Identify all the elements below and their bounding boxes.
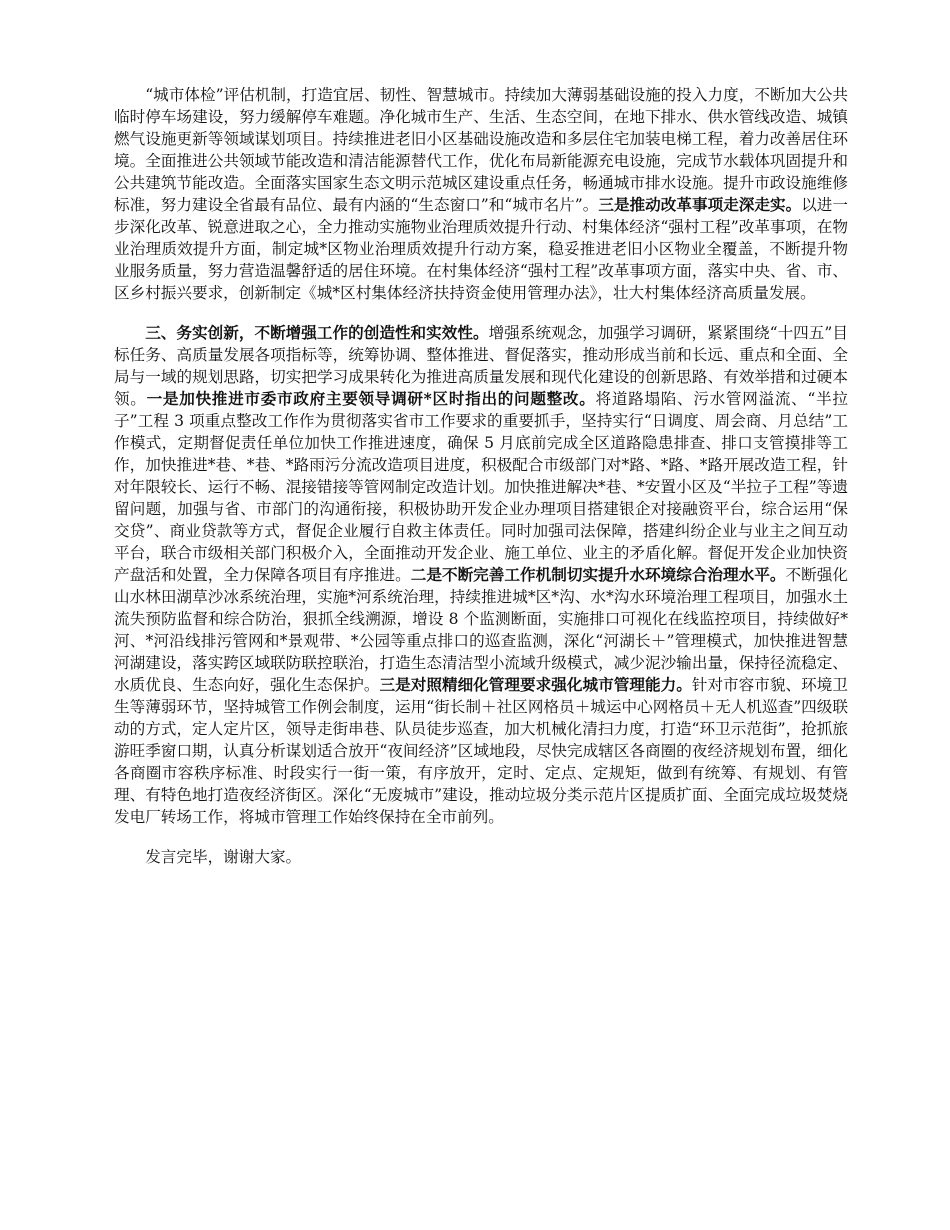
bold-heading-rectification: 一是加快推进市委市政府主要领导调研*区时指出的问题整改。 — [146, 389, 596, 408]
paragraph-urban-renewal — [114, 84, 848, 304]
bold-heading-reform: 三是推动改革事项走深走实。 — [598, 195, 802, 214]
text-run: 不断强化山水林田湖草沙冰系统治理，实施*河系统治理，持续推进城*区*沟、水*沟水环境治理工程项目，加强水土流失预防监督和综合防治，狠抓全线溯源，增设 8 个监测断面，实施排口可视化在线监控项目，持续做好*河、*河沿线排污管网和*景观带、*公园等重点排口的巡查监测，深化“河湖长＋”管理模式，加快推进智慧河湖建设，落实跨区域联防联控联治，打造生态清洁型小流域升级模式，减少泥沙输出量，保持径流稳定、水质优良、生态向好，强化生态保护。 — [114, 566, 848, 694]
text-run: 以进一步深化改革、锐意进取之心，全力推动实施物业治理质效提升行动、村集体经济“强村工程”改革事项，在物业治理质效提升方面，制定城*区物业治理质效提升行动方案，稳妥推进老旧小区物业全覆盖，不断提升物业服务质量，努力营造温馨舒适的居住环境。在村集体经济“强村工程”改革事项方面，落实中央、省、市、区乡村振兴要求，创新制定《城*区村集体经济扶持资金使用管理办法》，壮大村集体经济高质量发展。 — [114, 196, 848, 302]
paragraph-gap — [114, 828, 848, 846]
paragraph-closing — [114, 846, 848, 868]
paragraph-gap — [114, 304, 848, 322]
section-heading-innovation: 三、务实创新，不断增强工作的创造性和实效性。 — [145, 323, 489, 342]
bold-heading-city-management: 三是对照精细化管理要求强化城市管理能力。 — [379, 675, 692, 694]
text-run: “城市体检”评估机制，打造宜居、韧性、智慧城市。持续加大薄弱基础设施的投入力度，不断加大公共临时停车场建设，努力缓解停车难题。净化城市生产、生活、生态空间，在地下排水、供水管线改造、城镇燃气设施更新等领域谋划项目。持续推进老旧小区基础设施改造和多层住宅加装电梯工程，着力改善居住环境。全面推进公共领域节能改造和清洁能源替代工作，优化布局新能源充电设施，完成节水载体巩固提升和公共建筑节能改造。全面落实国家生态文明示范城区建设重点任务，畅通城市排水设施。提升市政设施维修标准，努力建设全省最有品位、最有内涵的“生态窗口”和“城市名片”。 — [114, 86, 848, 214]
closing-remark: 发言完毕，谢谢大家。 — [145, 848, 302, 866]
document-page — [114, 84, 848, 868]
text-run: 将道路塌陷、污水管网溢流、“半拉子”工程 3 项重点整改工作作为贯彻落实省市工作要求的重要抓手，坚持实行“日调度、周会商、月总结”工作模式，定期督促责任单位加快工作推进速度，确保 5 月底前完成全区道路隐患排查、排口支管摸排等工作，加快推进*巷、*巷、*路雨污分流改造项目进度，积极配合市级部门对*路、*路、*路开展改造工程，针对年限较长、运行不畅、混接错接等管网制定改造计划。加快推进解决*巷、*安置小区及“半拉子工程”等遗留问题，加强与省、市部门的沟通衔接，积极协助开发企业办理项目搭建银企对接融资平台，综合运用“保交贷”、商业贷款等方式，督促企业履行自救主体责任。同时加强司法保障，搭建纠纷企业与业主之间互动平台，联合市级相关部门积极介入，全面推动开发企业、施工单位、业主的矛盾化解。督促开发企业加快资产盘活和处置，全力保障各项目有序推进。 — [114, 390, 848, 584]
paragraph-innovation — [114, 322, 848, 828]
text-run: 针对市容市貌、环境卫生等薄弱环节，坚持城管工作例会制度，运用“街长制＋社区网格员＋城运中心网格员＋无人机巡查”四级联动的方式，定人定片区，领导走街串巷、队员徒步巡查，加大机械化清扫力度，打造“环卫示范街”，抢抓旅游旺季窗口期，认真分析谋划适合放开“夜间经济”区域地段，尽快完成辖区各商圈的夜经济规划布置，细化各商圈市容秩序标准、时段实行一街一策，有序放开，定时、定点、定规矩，做到有统筹、有规划、有管理、有特色地打造夜经济街区。深化“无废城市”建设，推动垃圾分类示范片区提质扩面、全面完成垃圾焚烧发电厂转场工作，将城市管理工作始终保持在全市前列。 — [114, 676, 848, 826]
text-run: 增强系统观念，加强学习调研，紧紧围绕“十四五”目标任务、高质量发展各项指标等，统筹协调、整体推进、督促落实，推动形成当前和长远、重点和全面、全局与一域的规划思路，切实把学习成果转化为推进高质量发展和现代化建设的创新思路、有效举措和过硬本领。 — [114, 324, 848, 408]
bold-heading-water: 二是不断完善工作机制切实提升水环境综合治理水平。 — [410, 565, 786, 584]
